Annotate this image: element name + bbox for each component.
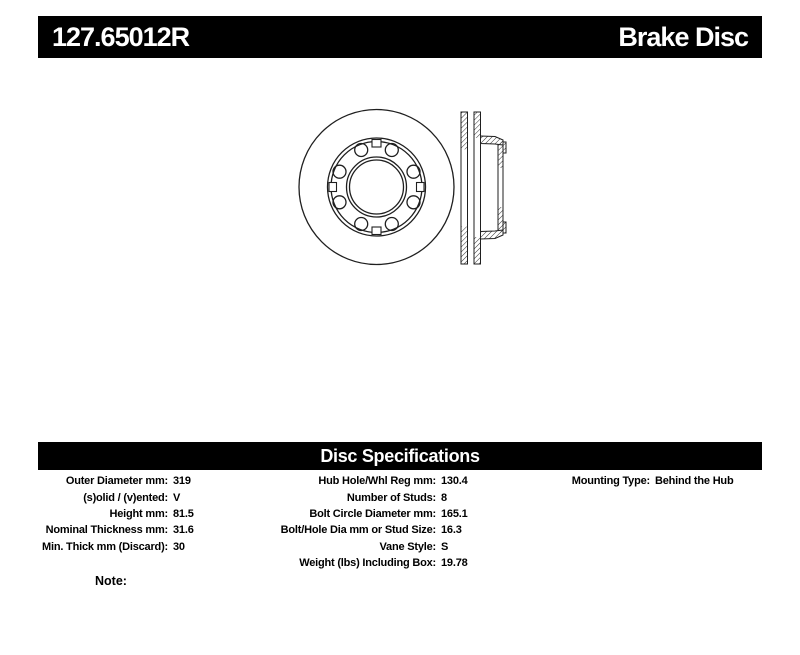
- spec-value: 30: [173, 540, 185, 553]
- notch-top: [372, 140, 381, 148]
- spec-row: [540, 473, 785, 489]
- spec-row: [30, 473, 280, 489]
- note-section: [95, 574, 127, 588]
- hat-flange-inner-circle: [331, 142, 422, 233]
- spec-value: 81.5: [173, 507, 194, 520]
- spec-section-title: Disc Specifications: [320, 445, 480, 466]
- spec-value: 319: [173, 475, 191, 488]
- spec-column-left: [30, 473, 280, 555]
- spec-label: Height mm:: [109, 507, 168, 520]
- hub-hole-inner-circle: [350, 160, 404, 214]
- product-type-title: Brake Disc: [618, 21, 748, 52]
- spec-label: Vane Style:: [379, 540, 436, 553]
- spec-label: Weight (lbs) Including Box:: [299, 557, 436, 570]
- spec-value: 31.6: [173, 524, 194, 537]
- spec-row: [278, 555, 546, 571]
- register-step-top: [503, 142, 506, 153]
- spec-label: Outer Diameter mm:: [65, 475, 168, 488]
- spec-label: Number of Studs:: [346, 491, 436, 504]
- spec-row: [278, 489, 546, 505]
- spec-label: Hub Hole/Whl Reg mm:: [318, 475, 436, 488]
- spec-row: [30, 489, 280, 505]
- spec-row: [30, 522, 280, 538]
- spec-row: [278, 522, 546, 538]
- spec-row: [278, 473, 546, 489]
- hat-flange-outer-circle: [328, 138, 426, 236]
- spec-value: 130.4: [441, 475, 468, 488]
- spec-value: V: [173, 491, 181, 504]
- spec-label: Min. Thick mm (Discard):: [42, 540, 168, 553]
- spec-column-right: [540, 473, 785, 489]
- spec-row: [278, 539, 546, 555]
- balance-notches: [329, 140, 424, 235]
- spec-row: [278, 506, 546, 522]
- hub-hole-outer-circle: [347, 157, 407, 217]
- register-step-bottom: [503, 222, 506, 233]
- outer-diameter-circle: [299, 110, 454, 265]
- spec-label: Mounting Type:: [571, 475, 650, 488]
- notch-bottom: [372, 227, 381, 235]
- spec-label: Nominal Thickness mm:: [45, 524, 168, 537]
- front-view: [299, 110, 454, 265]
- spec-value: 8: [441, 491, 447, 504]
- spec-value: 19.78: [441, 557, 468, 570]
- spec-value: 165.1: [441, 507, 468, 520]
- part-number: 127.65012R: [52, 21, 190, 52]
- spec-label: Bolt Circle Diameter mm:: [309, 507, 436, 520]
- notch-left: [329, 183, 337, 192]
- spec-row: [30, 506, 280, 522]
- spec-value: 16.3: [441, 524, 462, 537]
- spec-value: Behind the Hub: [655, 475, 734, 488]
- spec-value: S: [441, 540, 449, 553]
- note-label: Note:: [95, 574, 127, 588]
- spec-section-header: [38, 442, 762, 470]
- cross-section-view: [461, 112, 506, 264]
- spec-row: [30, 539, 280, 555]
- notch-right: [417, 183, 425, 192]
- spec-column-middle: [278, 473, 546, 571]
- spec-label: Bolt/Hole Dia mm or Stud Size:: [280, 524, 436, 537]
- spec-label: (s)olid / (v)ented:: [83, 491, 168, 504]
